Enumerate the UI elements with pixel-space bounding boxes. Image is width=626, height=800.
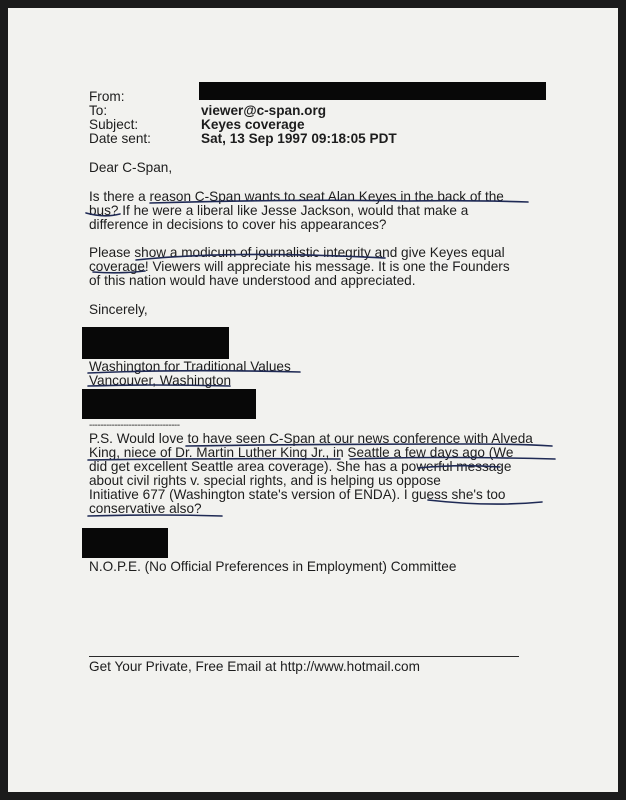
redacted-contact [82,389,256,419]
paragraph-2-line-3: of this nation would have understood and appreciated. [89,273,416,288]
separator-dashes: -------------------------------- [89,420,180,431]
committee-name: N.O.P.E. (No Official Preferences in Employment) Committee [89,559,457,574]
redacted-sender [199,82,546,100]
paragraph-2-line-2: coverage! Viewers will appreciate his message. It is one the Founders [89,259,510,274]
redacted-name [82,528,168,558]
ps-line-4: about civil rights v. special rights, and is helping us oppose [89,473,441,488]
ps-line-5: Initiative 677 (Washington state's version of ENDA). I guess she's too [89,487,506,502]
to-value: viewer@c-span.org [201,103,327,118]
closing: Sincerely, [89,302,148,317]
redacted-signature [82,327,229,359]
to-label: To: [89,103,108,118]
footer-rule [89,656,519,657]
ps-line-3: did get excellent Seattle area coverage). She has a powerful message [89,459,512,474]
ps-line-2: King, niece of Dr. Martin Luther King Jr., in Seattle a few days ago (We [89,445,514,460]
from-label: From: [89,89,125,104]
subject-label: Subject: [89,117,139,132]
ps-line-1: P.S. Would love to have seen C-Span at our news conference with Alveda [89,431,533,446]
date-value: Sat, 13 Sep 1997 09:18:05 PDT [201,131,397,146]
paragraph-1-line-1: Is there a reason C-Span wants to seat Alan Keyes in the back of the [89,189,504,204]
greeting: Dear C-Span, [89,160,173,175]
date-label: Date sent: [89,131,151,146]
paragraph-1-line-2: bus? If he were a liberal like Jesse Jackson, would that make a [89,203,469,218]
paragraph-1-line-3: difference in decisions to cover his appearances? [89,217,387,232]
organization-name: Washington for Traditional Values [89,359,291,374]
paragraph-2-line-1: Please show a modicum of journalistic integrity and give Keyes equal [89,245,505,260]
ps-line-6: conservative also? [89,501,202,516]
footer-text: Get Your Private, Free Email at http://www.hotmail.com [89,659,420,674]
subject-value: Keyes coverage [201,117,305,132]
organization-location: Vancouver, Washington [89,373,232,388]
